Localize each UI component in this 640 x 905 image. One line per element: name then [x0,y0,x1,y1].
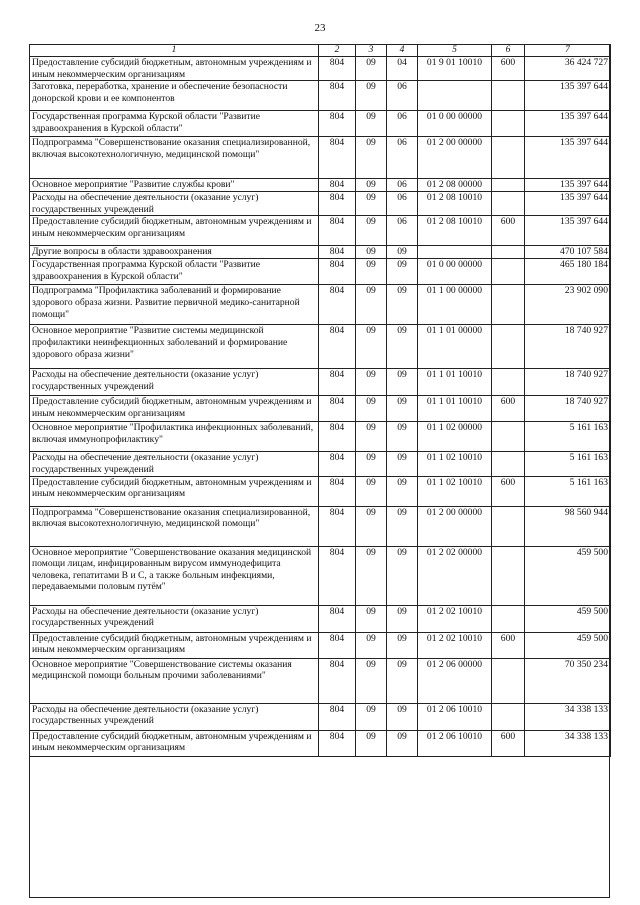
table-row [30,452,611,476]
row-grbs: 804 [319,730,356,756]
row-expense-type: 600 [492,730,525,756]
row-amount: 459 500 [525,605,611,632]
row-section: 09 [356,476,387,506]
table-row [30,111,611,137]
row-grbs: 804 [319,111,356,137]
row-expense-type [492,259,525,285]
row-amount: 5 161 163 [525,476,611,506]
header-row [30,45,611,57]
row-section: 09 [356,546,387,605]
row-section: 09 [356,730,387,756]
row-grbs: 804 [319,137,356,179]
row-target-article: 01 2 02 10010 [418,632,492,658]
budget-table [29,44,611,757]
row-section: 09 [356,452,387,476]
row-grbs: 804 [319,703,356,730]
table-row [30,396,611,422]
row-subsection: 06 [387,179,418,192]
row-amount: 18 740 927 [525,325,611,369]
row-target-article: 01 2 02 10010 [418,605,492,632]
row-expense-type: 600 [492,632,525,658]
row-grbs: 804 [319,605,356,632]
row-amount: 70 350 234 [525,658,611,703]
row-section: 09 [356,259,387,285]
row-subsection: 09 [387,506,418,546]
row-target-article: 01 1 02 10010 [418,452,492,476]
row-grbs: 804 [319,192,356,216]
table-row [30,476,611,506]
row-grbs: 804 [319,506,356,546]
row-subsection: 06 [387,137,418,179]
row-amount: 23 902 090 [525,285,611,325]
row-amount: 135 397 644 [525,216,611,246]
row-target-article: 01 2 08 10010 [418,192,492,216]
row-amount: 5 161 163 [525,422,611,452]
row-target-article: 01 2 08 10010 [418,216,492,246]
row-amount: 5 161 163 [525,452,611,476]
row-section: 09 [356,703,387,730]
row-subsection: 09 [387,422,418,452]
row-target-article: 01 2 06 00000 [418,658,492,703]
table-row [30,369,611,396]
header-col-2: 2 [319,45,356,57]
row-name: Предоставление субсидий бюджетным, автономным учреждениям и иным некоммерческим организациям [30,730,319,756]
header-col-1: 1 [30,45,319,57]
row-grbs: 804 [319,396,356,422]
row-grbs: 804 [319,452,356,476]
row-target-article: 01 2 02 00000 [418,546,492,605]
row-target-article: 01 2 06 10010 [418,703,492,730]
row-amount: 470 107 584 [525,246,611,259]
header-col-7: 7 [525,45,611,57]
header-col-4: 4 [387,45,418,57]
row-grbs: 804 [319,546,356,605]
row-grbs: 804 [319,246,356,259]
row-amount: 135 397 644 [525,111,611,137]
row-subsection: 06 [387,111,418,137]
row-expense-type [492,137,525,179]
row-target-article: 01 1 02 10010 [418,476,492,506]
row-name: Предоставление субсидий бюджетным, автономным учреждениям и иным некоммерческим организациям [30,57,319,81]
row-target-article: 01 9 01 10010 [418,57,492,81]
table-row [30,179,611,192]
row-target-article: 01 1 00 00000 [418,285,492,325]
table-row [30,703,611,730]
row-amount: 34 338 133 [525,730,611,756]
row-subsection: 04 [387,57,418,81]
header-col-3: 3 [356,45,387,57]
row-subsection: 09 [387,396,418,422]
table-row [30,730,611,756]
row-grbs: 804 [319,325,356,369]
table-row [30,137,611,179]
row-target-article: 01 2 06 10010 [418,730,492,756]
row-target-article: 01 2 08 00000 [418,179,492,192]
row-section: 09 [356,111,387,137]
row-grbs: 804 [319,422,356,452]
row-name: Основное мероприятие "Совершенствование оказания медицинской помощи лицам, инфицированным вирусом иммунодефицита человека, гепатитами В и С, а также больным инфекциями, передаваемыми половым путём" [30,546,319,605]
row-grbs: 804 [319,632,356,658]
row-name: Предоставление субсидий бюджетным, автономным учреждениям и иным некоммерческим организациям [30,396,319,422]
table-row [30,325,611,369]
row-name: Предоставление субсидий бюджетным, автономным учреждениям и иным некоммерческим организациям [30,632,319,658]
row-amount: 459 500 [525,546,611,605]
row-subsection: 06 [387,192,418,216]
row-grbs: 804 [319,369,356,396]
row-name: Предоставление субсидий бюджетным, автономным учреждениям и иным некоммерческим организациям [30,476,319,506]
row-amount: 135 397 644 [525,81,611,111]
row-expense-type [492,605,525,632]
row-name: Основное мероприятие "Развитие службы крови" [30,179,319,192]
row-name: Расходы на обеспечение деятельности (оказание услуг) государственных учреждений [30,192,319,216]
row-name: Расходы на обеспечение деятельности (оказание услуг) государственных учреждений [30,605,319,632]
row-expense-type [492,546,525,605]
table-row [30,546,611,605]
row-expense-type [492,179,525,192]
row-subsection: 09 [387,658,418,703]
row-subsection: 09 [387,325,418,369]
row-target-article: 01 1 02 00000 [418,422,492,452]
row-section: 09 [356,396,387,422]
row-grbs: 804 [319,259,356,285]
row-name: Расходы на обеспечение деятельности (оказание услуг) государственных учреждений [30,369,319,396]
row-grbs: 804 [319,476,356,506]
row-section: 09 [356,422,387,452]
row-expense-type [492,422,525,452]
row-expense-type [492,506,525,546]
row-subsection: 09 [387,369,418,396]
row-section: 09 [356,325,387,369]
row-target-article [418,246,492,259]
row-section: 09 [356,658,387,703]
row-expense-type [492,192,525,216]
row-section: 09 [356,137,387,179]
row-grbs: 804 [319,57,356,81]
page-number: 23 [314,22,326,34]
row-expense-type: 600 [492,57,525,81]
table-row [30,57,611,81]
row-section: 09 [356,81,387,111]
row-name: Расходы на обеспечение деятельности (оказание услуг) государственных учреждений [30,452,319,476]
row-expense-type [492,452,525,476]
row-amount: 135 397 644 [525,192,611,216]
row-name: Основное мероприятие "Совершенствование системы оказания медицинской помощи больным прочими заболеваниями" [30,658,319,703]
row-subsection: 09 [387,546,418,605]
row-subsection: 09 [387,452,418,476]
row-expense-type [492,246,525,259]
row-subsection: 09 [387,246,418,259]
table-row [30,605,611,632]
row-name: Расходы на обеспечение деятельности (оказание услуг) государственных учреждений [30,703,319,730]
row-subsection: 09 [387,476,418,506]
table-row [30,422,611,452]
row-target-article: 01 1 01 10010 [418,396,492,422]
row-name: Подпрограмма "Совершенствование оказания специализированной, включая высокотехнологичную, медицинской помощи" [30,506,319,546]
row-name: Государственная программа Курской области "Развитие здравоохранения в Курской области" [30,111,319,137]
row-target-article: 01 2 00 00000 [418,506,492,546]
row-grbs: 804 [319,216,356,246]
row-subsection: 09 [387,605,418,632]
header-col-5: 5 [418,45,492,57]
table-row [30,506,611,546]
row-section: 09 [356,285,387,325]
row-subsection: 09 [387,730,418,756]
row-section: 09 [356,246,387,259]
table-row [30,192,611,216]
row-grbs: 804 [319,285,356,325]
row-amount: 459 500 [525,632,611,658]
row-target-article [418,81,492,111]
row-grbs: 804 [319,179,356,192]
table-row [30,81,611,111]
row-expense-type [492,325,525,369]
row-amount: 135 397 644 [525,179,611,192]
row-section: 09 [356,192,387,216]
row-amount: 18 740 927 [525,369,611,396]
row-expense-type: 600 [492,476,525,506]
table-row [30,259,611,285]
header-col-6: 6 [492,45,525,57]
row-name: Предоставление субсидий бюджетным, автономным учреждениям и иным некоммерческим организациям [30,216,319,246]
row-name: Другие вопросы в области здравоохранения [30,246,319,259]
row-section: 09 [356,216,387,246]
row-amount: 98 560 944 [525,506,611,546]
table-row [30,658,611,703]
row-target-article: 01 0 00 00000 [418,259,492,285]
row-name: Государственная программа Курской области "Развитие здравоохранения в Курской области" [30,259,319,285]
table-row [30,632,611,658]
row-section: 09 [356,179,387,192]
row-subsection: 09 [387,703,418,730]
row-expense-type [492,703,525,730]
row-section: 09 [356,632,387,658]
row-section: 09 [356,57,387,81]
row-expense-type [492,658,525,703]
row-section: 09 [356,369,387,396]
row-target-article: 01 0 00 00000 [418,111,492,137]
row-grbs: 804 [319,81,356,111]
row-name: Основное мероприятие "Развитие системы медицинской профилактики неинфекционных заболеваний и формирование здорового образа жизни" [30,325,319,369]
row-target-article: 01 2 00 00000 [418,137,492,179]
row-expense-type: 600 [492,216,525,246]
row-grbs: 804 [319,658,356,703]
row-amount: 135 397 644 [525,137,611,179]
row-target-article: 01 1 01 00000 [418,325,492,369]
row-subsection: 09 [387,285,418,325]
row-subsection: 06 [387,81,418,111]
row-name: Основное мероприятие "Профилактика инфекционных заболеваний, включая иммунопрофилактику" [30,422,319,452]
row-expense-type [492,111,525,137]
row-amount: 465 180 184 [525,259,611,285]
table-row [30,285,611,325]
row-amount: 18 740 927 [525,396,611,422]
row-name: Заготовка, переработка, хранение и обеспечение безопасности донорской крови и ее компонентов [30,81,319,111]
row-expense-type [492,81,525,111]
row-target-article: 01 1 01 10010 [418,369,492,396]
row-amount: 36 424 727 [525,57,611,81]
row-expense-type: 600 [492,396,525,422]
table-row [30,246,611,259]
row-section: 09 [356,506,387,546]
row-name: Подпрограмма "Профилактика заболеваний и формирование здорового образа жизни. Развитие первичной медико-санитарной помощи" [30,285,319,325]
row-subsection: 06 [387,216,418,246]
table-row [30,216,611,246]
row-amount: 34 338 133 [525,703,611,730]
row-section: 09 [356,605,387,632]
row-subsection: 09 [387,259,418,285]
row-name: Подпрограмма "Совершенствование оказания специализированной, включая высокотехнологичную, медицинской помощи" [30,137,319,179]
row-subsection: 09 [387,632,418,658]
row-expense-type [492,369,525,396]
row-expense-type [492,285,525,325]
